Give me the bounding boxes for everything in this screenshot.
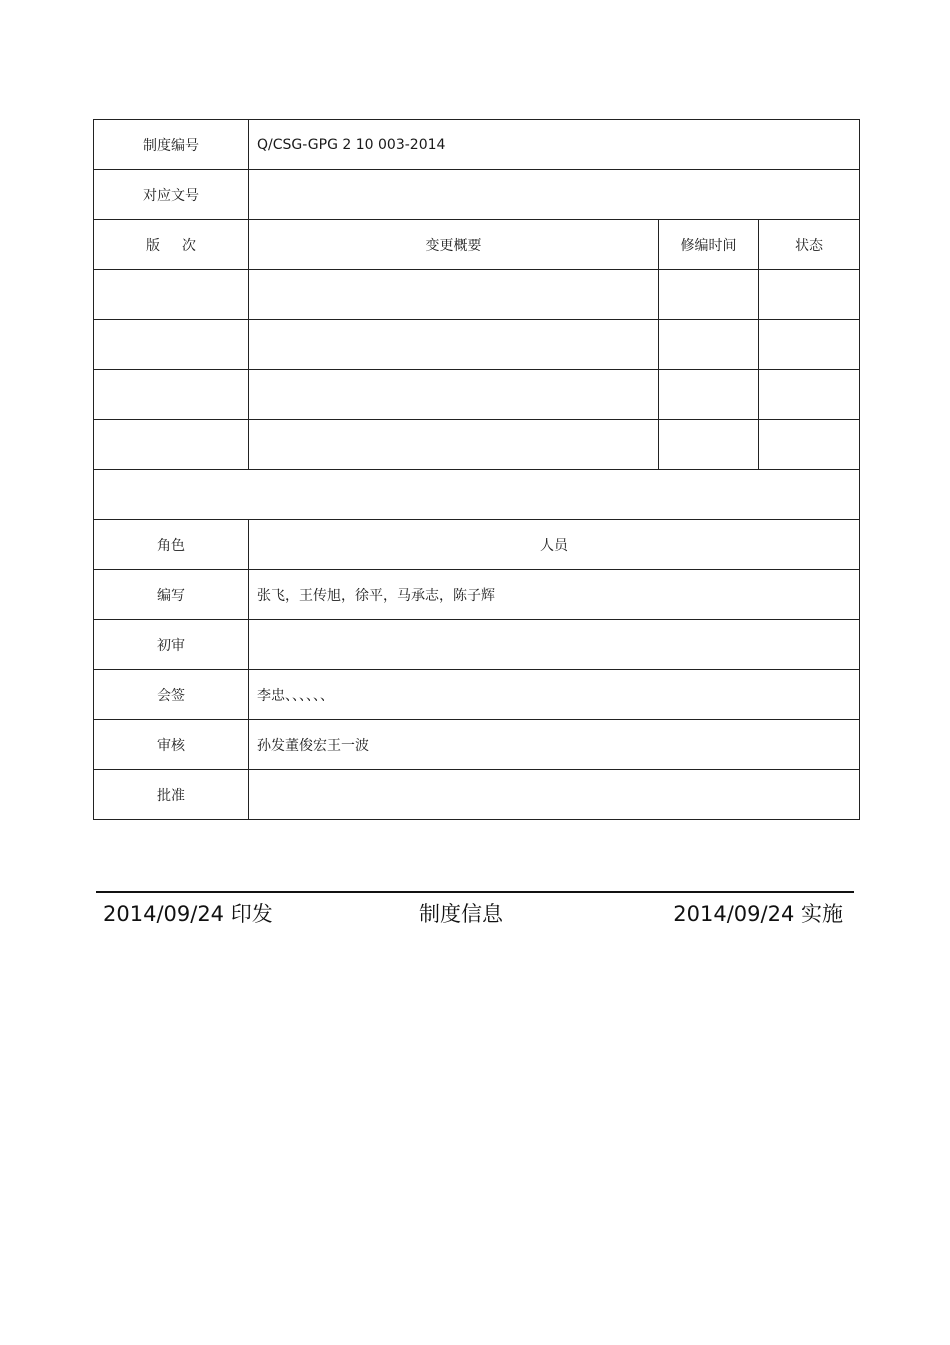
role-row — [94, 720, 860, 770]
version-header-char-2: 次 — [182, 237, 196, 254]
role-row — [94, 770, 860, 820]
status-header: 状态 — [759, 220, 860, 270]
role-cell: 会签 — [94, 670, 249, 720]
revision-summary-cell — [249, 270, 659, 320]
role-header: 角色 — [94, 520, 249, 570]
revision-row — [94, 420, 860, 470]
people-cell — [249, 770, 860, 820]
revision-status-cell — [759, 320, 860, 370]
revision-time-cell — [659, 320, 759, 370]
revision-row — [94, 370, 860, 420]
people-cell: 张飞，王传旭，徐平，马承志，陈子辉 — [249, 570, 860, 620]
revision-summary-cell — [249, 370, 659, 420]
role-cell: 审核 — [94, 720, 249, 770]
revision-status-cell — [759, 420, 860, 470]
ref-value — [249, 170, 860, 220]
ref-row — [94, 170, 860, 220]
ref-label: 对应文号 — [94, 170, 249, 220]
revision-header-row — [94, 220, 860, 270]
code-label: 制度编号 — [94, 120, 249, 170]
revision-version-cell — [94, 370, 249, 420]
version-header-char-1: 版 — [146, 237, 160, 254]
issue-date: 2014/09/24 印发 — [103, 902, 273, 926]
revision-time-cell — [659, 420, 759, 470]
revision-version-cell — [94, 420, 249, 470]
revision-version-cell — [94, 270, 249, 320]
change-summary-header: 变更概要 — [249, 220, 659, 270]
footer-title: 制度信息 — [419, 902, 503, 926]
code-value: Q/CSG-GPG 2 10 003-2014 — [249, 120, 860, 170]
revision-summary-cell — [249, 420, 659, 470]
version-header — [94, 220, 249, 270]
revision-time-header: 修编时间 — [659, 220, 759, 270]
spacer-cell — [94, 470, 860, 520]
document-info-table — [93, 119, 860, 820]
role-cell: 初审 — [94, 620, 249, 670]
footer-divider — [96, 891, 854, 893]
role-row — [94, 620, 860, 670]
code-row — [94, 120, 860, 170]
spacer-row — [94, 470, 860, 520]
role-cell: 批准 — [94, 770, 249, 820]
role-header-row — [94, 520, 860, 570]
revision-time-cell — [659, 270, 759, 320]
people-cell — [249, 620, 860, 670]
revision-status-cell — [759, 370, 860, 420]
effective-date: 2014/09/24 实施 — [673, 902, 843, 926]
revision-status-cell — [759, 270, 860, 320]
people-cell: 李忠、、、、、、 — [249, 670, 860, 720]
role-row — [94, 570, 860, 620]
role-row — [94, 670, 860, 720]
revision-row — [94, 270, 860, 320]
people-header: 人员 — [249, 520, 860, 570]
revision-summary-cell — [249, 320, 659, 370]
revision-version-cell — [94, 320, 249, 370]
revision-time-cell — [659, 370, 759, 420]
people-cell: 孙发董俊宏王一波 — [249, 720, 860, 770]
role-cell: 编写 — [94, 570, 249, 620]
revision-row — [94, 320, 860, 370]
